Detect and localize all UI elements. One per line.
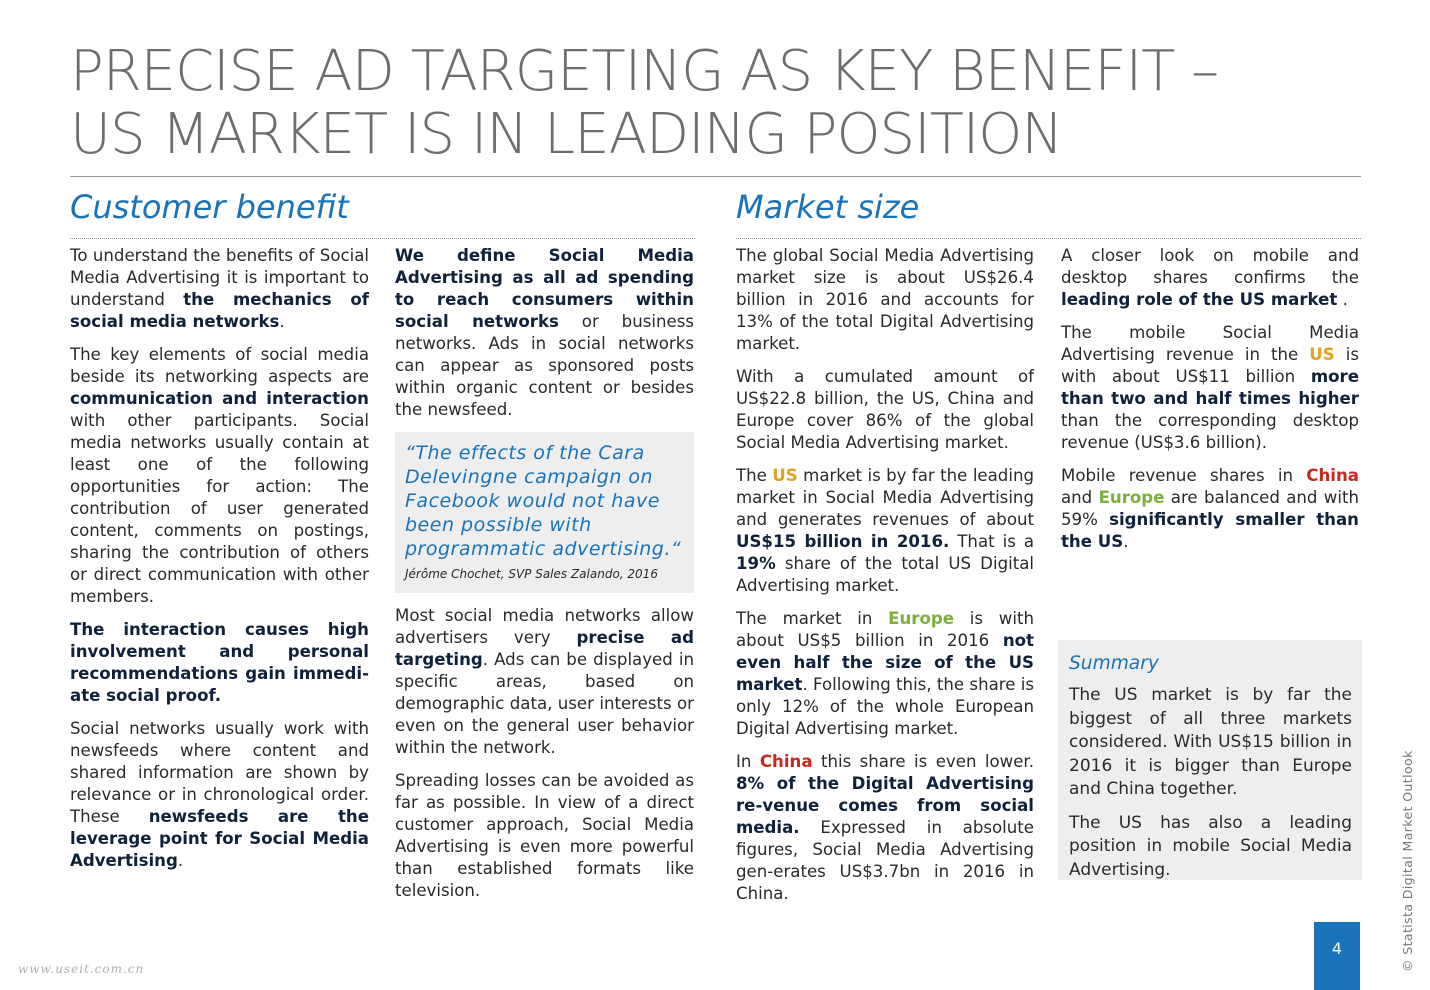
paragraph bbox=[1061, 245, 1359, 311]
text: In bbox=[736, 752, 760, 771]
bold-text: more than two and half times higher bbox=[1061, 367, 1359, 408]
text: are balanced and with 59% bbox=[1061, 488, 1359, 529]
bold-text: newsfeeds are the leverage point for Social Media Advertising bbox=[70, 807, 369, 870]
text: . Ads can be displayed in specific areas, based on demographic data, user interests or even on the general user behavior within the network. bbox=[395, 650, 694, 757]
text: The bbox=[736, 466, 773, 485]
page-title bbox=[70, 40, 1370, 166]
page-title-line-1: PRECISE AD TARGETING AS KEY BENEFIT – bbox=[70, 39, 1219, 104]
us-highlight: US bbox=[1309, 345, 1335, 364]
summary-paragraph: The US market is by far the biggest of all three markets considered. With US$15 billion in 2016 it is bigger than Europe and China together. bbox=[1069, 685, 1352, 799]
text: is with about US$11 billion bbox=[1061, 345, 1360, 386]
text: To understand the benefits of Social Media Advertising it is important to understand bbox=[70, 246, 369, 309]
summary-paragraph: The US has also a leading position in mobile Social Media Advertising. bbox=[1069, 812, 1352, 880]
paragraph bbox=[70, 245, 369, 333]
paragraph bbox=[736, 608, 1034, 740]
text: or business networks. Ads in social networks can appear as sponsored posts within organic content or besides the newsfeed. bbox=[395, 312, 694, 419]
page-number-box bbox=[1314, 922, 1360, 990]
paragraph bbox=[395, 245, 694, 421]
quote-box bbox=[395, 432, 694, 593]
customer-benefit-column-2 bbox=[395, 245, 694, 913]
bold-text: the mechanics of social media networks bbox=[70, 290, 369, 331]
bold-text: US$15 billion in 2016. bbox=[736, 532, 950, 551]
paragraph: With a cumulated amount of US$22.8 billion, the US, China and Europe cover 86% of the global Social Media Advertising market. bbox=[736, 367, 1034, 452]
page-title-line-2: US MARKET IS IN LEADING POSITION bbox=[70, 102, 1063, 167]
market-size-column-2 bbox=[1061, 245, 1359, 564]
quote-source: Jérôme Chochet, SVP Sales Zalando, 2016 bbox=[405, 567, 658, 581]
text: That is a bbox=[949, 532, 1034, 551]
text: Mobile revenue shares in bbox=[1061, 466, 1307, 485]
paragraph bbox=[1061, 322, 1359, 454]
text: than the corresponding desktop revenue (US$3.6 billion). bbox=[1061, 411, 1359, 452]
bold-text: not even half the size of the US market bbox=[736, 631, 1034, 694]
paragraph bbox=[70, 619, 369, 707]
europe-highlight: Europe bbox=[1098, 488, 1165, 507]
market-size-column-1 bbox=[736, 245, 1034, 916]
customer-benefit-heading: Customer benefit bbox=[70, 188, 349, 226]
text: . bbox=[1123, 532, 1129, 551]
market-size-divider bbox=[736, 238, 1361, 239]
text: market is by far the leading market in Social Media Advertising and generates revenues of about bbox=[736, 466, 1034, 529]
paragraph bbox=[736, 465, 1034, 597]
bold-text: significantly smaller than the US bbox=[1061, 510, 1359, 551]
bold-text: leading role of the US market bbox=[1061, 290, 1338, 309]
text: The key elements of social media beside its networking aspects are bbox=[70, 345, 369, 386]
text: Social networks usually work with newsfeeds where content and shared information are shown by relevance or in chronological order. These bbox=[70, 719, 369, 826]
text: . bbox=[1337, 290, 1348, 309]
paragraph: The global Social Media Advertising market size is about US$26.4 billion in 2016 and accounts for 13% of the total Digital Advertising market. bbox=[736, 246, 1034, 353]
paragraph bbox=[736, 751, 1034, 905]
paragraph bbox=[395, 605, 694, 759]
market-size-heading: Market size bbox=[736, 188, 920, 226]
copyright-credit: © Statista Digital Market Outlook bbox=[1400, 750, 1415, 972]
text: with other participants. Social media networks usually contain at least one of the following opportunities for action: The contribution of user generated content, comments on postings, sharing the contribution of others or direct communication with other members. bbox=[70, 411, 369, 606]
text: The market in bbox=[736, 609, 889, 628]
text: The mobile Social Media Advertising revenue in the bbox=[1061, 323, 1359, 364]
bold-text: 19% bbox=[736, 554, 776, 573]
text: A closer look on mobile and desktop shares confirms the bbox=[1061, 246, 1359, 287]
text: share of the total US Digital Advertising market. bbox=[736, 554, 1034, 595]
summary-title: Summary bbox=[1069, 653, 1159, 674]
us-highlight: US bbox=[772, 466, 798, 485]
bold-text: precise ad targeting bbox=[395, 628, 694, 669]
paragraph bbox=[1061, 465, 1359, 553]
title-divider bbox=[70, 176, 1361, 177]
text: Expressed in absolute figures, Social Media Advertising gen-erates US$3.7bn in 2016 in China. bbox=[736, 818, 1034, 903]
text: and bbox=[1061, 488, 1099, 507]
text: . Following this, the share is only 12% of the whole European Digital Advertising market. bbox=[736, 675, 1034, 738]
page-number: 4 bbox=[1331, 939, 1343, 958]
text: this share is even lower. bbox=[812, 752, 1034, 771]
customer-benefit-column-1 bbox=[70, 245, 369, 883]
paragraph bbox=[70, 718, 369, 872]
summary-box bbox=[1058, 640, 1362, 880]
paragraph bbox=[70, 344, 369, 608]
paragraph: Spreading losses can be avoided as far as possible. In view of a direct customer approach, Social Media Advertising is even more powerful than established formats like television. bbox=[395, 771, 694, 900]
china-highlight: China bbox=[1306, 466, 1359, 485]
text: . bbox=[177, 851, 184, 870]
bold-text: We define Social Media Advertising as all ad spending to reach consumers within social networks bbox=[395, 246, 694, 331]
watermark: www.useit.com.cn bbox=[18, 962, 145, 976]
bold-text: communication and interaction bbox=[70, 389, 369, 408]
text: is with about US$5 billion in 2016 bbox=[736, 609, 1035, 650]
bold-text: 8% of the Digital Advertising re-venue comes from social media. bbox=[736, 774, 1034, 837]
text: Most social media networks allow advertisers very bbox=[395, 606, 694, 647]
customer-benefit-divider bbox=[70, 238, 695, 239]
text: . bbox=[279, 312, 285, 331]
bold-text: The interaction causes high involvement and personal recommendations gain immedi-ate social proof. bbox=[70, 620, 369, 705]
quote-text: “The effects of the Cara Delevingne campaign on Facebook would not have been possible with programmatic advertising.“ bbox=[405, 442, 682, 560]
europe-highlight: Europe bbox=[888, 609, 955, 628]
china-highlight: China bbox=[759, 752, 813, 771]
